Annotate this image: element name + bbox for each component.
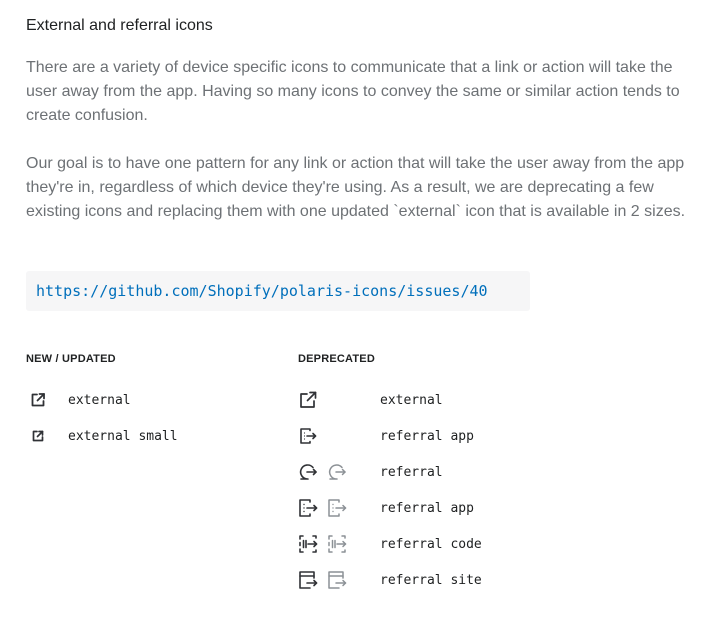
deprecated-referral-site-icon-light xyxy=(327,570,347,590)
new-external-small-label: external small xyxy=(68,429,178,444)
deprecated-heading: DEPRECATED xyxy=(298,353,375,365)
deprecated-external-label: external xyxy=(380,393,443,408)
deprecated-referral-app-label: referral app xyxy=(380,429,474,444)
intro-paragraph: There are a variety of device specific icons to communicate that a link or action will take the user away from the app. Having so many icons to convey the same or similar action tends to create confusion. xyxy=(26,59,680,124)
new-external-label: external xyxy=(68,393,131,408)
deprecated-referral-code-label: referral code xyxy=(380,537,482,552)
deprecated-referral-site-icon xyxy=(298,570,318,590)
deprecated-referral-icon-light xyxy=(327,462,347,482)
deprecated-referral-app-icon-light xyxy=(327,498,347,518)
issue-link-box xyxy=(26,271,530,311)
goal-paragraph: Our goal is to have one pattern for any link or action that will take the user away from the app they're in, regardless of which device they're using. As a result, we are deprecating a few existing icons and replacing them with one updated `external` icon that is available in 2 sizes. xyxy=(26,155,686,220)
deprecated-referral-code-icon-light xyxy=(327,534,347,554)
deprecated-referral-label: referral xyxy=(380,465,443,480)
deprecated-referral-site-label: referral site xyxy=(380,573,482,588)
issue-link[interactable]: https://github.com/Shopify/polaris-icons/issues/40 xyxy=(36,282,488,300)
deprecated-referral-code-icon xyxy=(298,534,318,554)
deprecated-referral-app-icon xyxy=(299,427,317,445)
external-icon xyxy=(30,392,46,408)
deprecated-referral-app-icon-large xyxy=(298,498,318,518)
deprecated-external-icon xyxy=(299,391,317,409)
external-small-icon xyxy=(32,430,44,442)
section-title: External and referral icons xyxy=(26,17,213,34)
deprecated-referral-icon xyxy=(298,462,318,482)
deprecated-referral-app-label-2: referral app xyxy=(380,501,474,516)
new-updated-heading: NEW / UPDATED xyxy=(26,353,116,365)
